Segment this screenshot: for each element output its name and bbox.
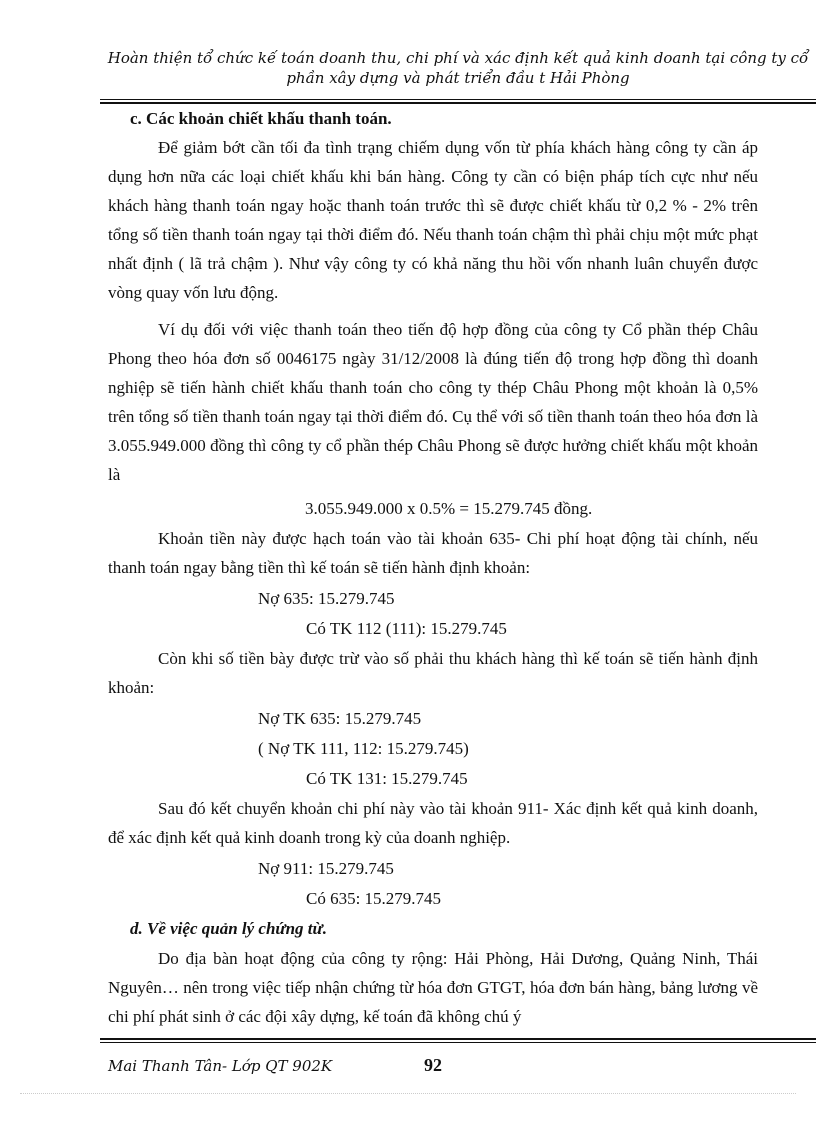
journal-entry-2-credit: Có TK 131: 15.279.745 xyxy=(306,769,468,788)
paragraph-text: Để giảm bớt cần tối đa tình trạng chiếm dụng vốn từ phía khách hàng công ty cần áp dụng hơn nữa các loại chiết khấu khi bán hàng. Công ty cần có biện pháp tích cực như nếu khách hàng thanh toán ngay hoặc thanh toán trước thì sẽ được chiết khấu từ 0,2 % - 2% trên tổng số tiền thanh toán ngay tại thời điểm đó. Nếu thanh toán chậm thì phải chịu một mức phạt nhất định ( lã trả chậm ). Như vậy công ty có khả năng thu hồi vốn nhanh luân chuyển được vòng quay vốn lưu động. xyxy=(108,138,758,302)
footer-author: Mai Thanh Tân- Lớp QT 902K xyxy=(108,1057,333,1075)
section-c-paragraph-1 xyxy=(108,133,758,307)
footer-rule-thin xyxy=(100,1042,816,1043)
paragraph-text: Do địa bàn hoạt động của công ty rộng: Hải Phòng, Hải Dương, Quảng Ninh, Thái Nguyên… nên trong việc tiếp nhận chứng từ hóa đơn GTGT, hóa đơn bán hàng, bảng lương về chi phí phát sinh ở các đội xây dựng, kế toán đã không chú ý xyxy=(108,949,758,1026)
section-c-paragraph-2 xyxy=(108,315,758,489)
paragraph-text: Ví dụ đối với việc thanh toán theo tiến độ hợp đồng của công ty Cổ phần thép Châu Phong theo hóa đơn số 0046175 ngày 31/12/2008 là đúng tiến độ trong hợp đồng thì doanh nghiệp sẽ tiến hành chiết khấu thanh toán cho công ty thép Châu Phong một khoản là 0,5% trên tổng số tiền thanh toán ngay tại thời điểm đó. Cụ thể với số tiền thanh toán theo hóa đơn là 3.055.949.000 đồng thì công ty cổ phần thép Châu Phong sẽ được hưởng chiết khấu một khoản là xyxy=(108,320,758,484)
paragraph-text: Còn khi số tiền bày được trừ vào số phải thu khách hàng thì kế toán sẽ tiến hành định khoản: xyxy=(108,649,758,697)
journal-entry-3-credit: Có 635: 15.279.745 xyxy=(306,889,442,908)
journal-entry-1-debit: Nợ 635: 15.279.745 xyxy=(258,589,395,608)
journal-entry-1-credit: Có TK 112 (111): 15.279.745 xyxy=(306,619,507,638)
paragraph-text: Sau đó kết chuyển khoản chi phí này vào tài khoản 911- Xác định kết quả kinh doanh, để xác định kết quả kinh doanh trong kỳ của doanh nghiệp. xyxy=(108,799,758,847)
paragraph-text: Khoản tiền này được hạch toán vào tài khoản 635- Chi phí hoạt động tài chính, nếu thanh toán ngay bằng tiền thì kế toán sẽ tiến hành định khoản: xyxy=(108,529,758,577)
section-c-paragraph-5 xyxy=(108,794,758,852)
section-d-heading: d. Về việc quản lý chứng từ. xyxy=(130,919,327,938)
journal-entry-3-debit: Nợ 911: 15.279.745 xyxy=(258,859,394,878)
header-line-2: phần xây dựng và phát triển đầu t Hải Phòng xyxy=(286,69,630,87)
journal-entry-2-debit: Nợ TK 635: 15.279.745 xyxy=(258,709,422,728)
page-bottom-divider xyxy=(20,1093,796,1094)
section-c-heading: c. Các khoản chiết khấu thanh toán. xyxy=(130,109,392,128)
running-header xyxy=(100,48,816,88)
section-c-paragraph-4 xyxy=(108,644,758,702)
header-line-1: Hoàn thiện tổ chức kế toán doanh thu, chi phí và xác định kết quả kinh doanh tại công ty cổ xyxy=(107,49,809,67)
discount-formula: 3.055.949.000 x 0.5% = 15.279.745 đồng. xyxy=(305,499,593,518)
section-c-paragraph-3 xyxy=(108,524,758,582)
header-rule-thin xyxy=(100,99,816,100)
journal-entry-2-alt: ( Nợ TK 111, 112: 15.279.745) xyxy=(258,739,469,758)
section-d-paragraph-1 xyxy=(108,944,758,1031)
footer-rule-thick xyxy=(100,1038,816,1040)
page-number: 92 xyxy=(424,1055,442,1075)
